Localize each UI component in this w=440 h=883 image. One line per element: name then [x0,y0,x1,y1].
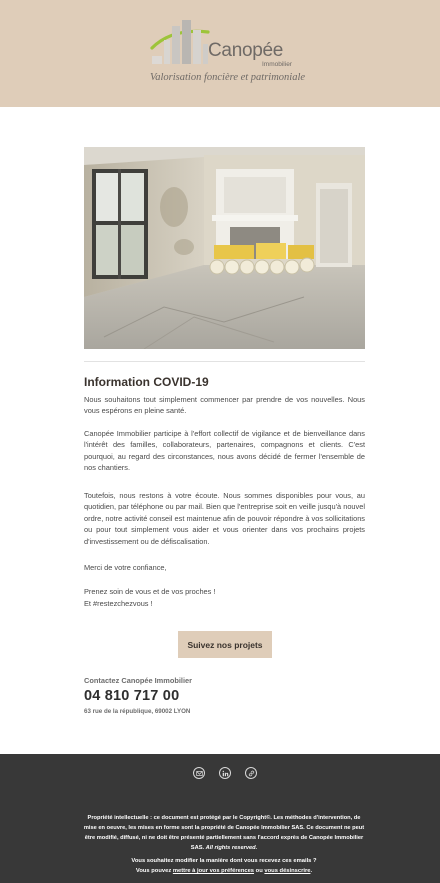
email-icon[interactable] [193,767,205,779]
contact-phone[interactable]: 04 810 717 00 [84,688,180,704]
update-preferences-link[interactable]: mettre à jour vos préférences [172,868,255,875]
paragraph-commitment: Canopée Immobilier participe à l'effort collectif de vigilance et de bienveillance dans l'intérêt des familles, collaborateurs, partenaires, compagnons et clients. C'est pourquoi, au regard des circonstances, nous avons décidé de fermer l'ensemble de nos chantiers. [84,429,365,473]
legal-notice [82,813,366,853]
linkedin-icon[interactable] [219,767,231,779]
paragraph-hashtag: Et #restezchezvous ! [84,599,153,608]
logo-emblem-icon [150,18,210,66]
website-icon[interactable] [245,767,257,779]
logo-tagline: Valorisation foncière et patrimoniale [150,72,306,83]
legal-text: Propriété intellectuelle : ce document est protégé par le Copyright©. Les méthodes d'intervention, de mise en oeuvre, les mises en forme sont la propriété de Canopée Immobilier SAS. Ce document ne peut être modifié, diffusé, ni ne doit être présenté partiellement sans l'accord exprès de Canopée Immobilier SAS. [83,815,365,851]
legal-reserved: All rights reserved. [205,845,258,851]
prefs-question: Vous souhaitez modifier la manière dont vous recevez ces emails ? [131,858,317,864]
follow-projects-button[interactable]: Suivez nos projets [178,631,272,658]
hero-image-renovation-room [84,147,365,349]
paragraph-greeting: Nous souhaitons tout simplement commencer par prendre de vos nouvelles. Nous vous espérons en pleine santé. [84,395,365,416]
divider [84,361,365,362]
prefs-or: ou [255,868,263,875]
logo-brand-text: Canopée [208,40,284,61]
prefs-actions: Vous pouvez mettre à jour vos préférences ou vous désinscrire. [135,868,313,875]
header-banner [0,0,440,107]
unsubscribe-link[interactable]: vous désinscrire [264,868,311,875]
paragraph-thanks: Merci de votre confiance, [84,563,167,572]
contact-label: Contactez Canopée Immobilier [84,676,193,685]
room-illustration [84,147,365,349]
email-preferences [82,856,366,876]
paragraph-take-care: Prenez soin de vous et de vos proches ! [84,587,216,596]
prefs-prefix: Vous pouvez [135,868,172,875]
article-title: Information COVID-19 [84,375,209,389]
paragraph-availability: Toutefois, nous restons à votre écoute. Nous sommes disponibles pour vous, au quotidien, par téléphone ou par mail. Bien que l'entreprise soit en veille jusqu'à nouvel ordre, notre activité conseil est maintenue afin de pouvoir répondre à vos sollicitations ou pour tout simplement vous aider et vous orienter dans vos prochains projets d'investissement ou de défiscalisation. [84,491,365,546]
contact-address: 63 rue de la république, 69002 LYON [84,708,191,715]
logo-sub-text: Immobilier [262,61,292,68]
